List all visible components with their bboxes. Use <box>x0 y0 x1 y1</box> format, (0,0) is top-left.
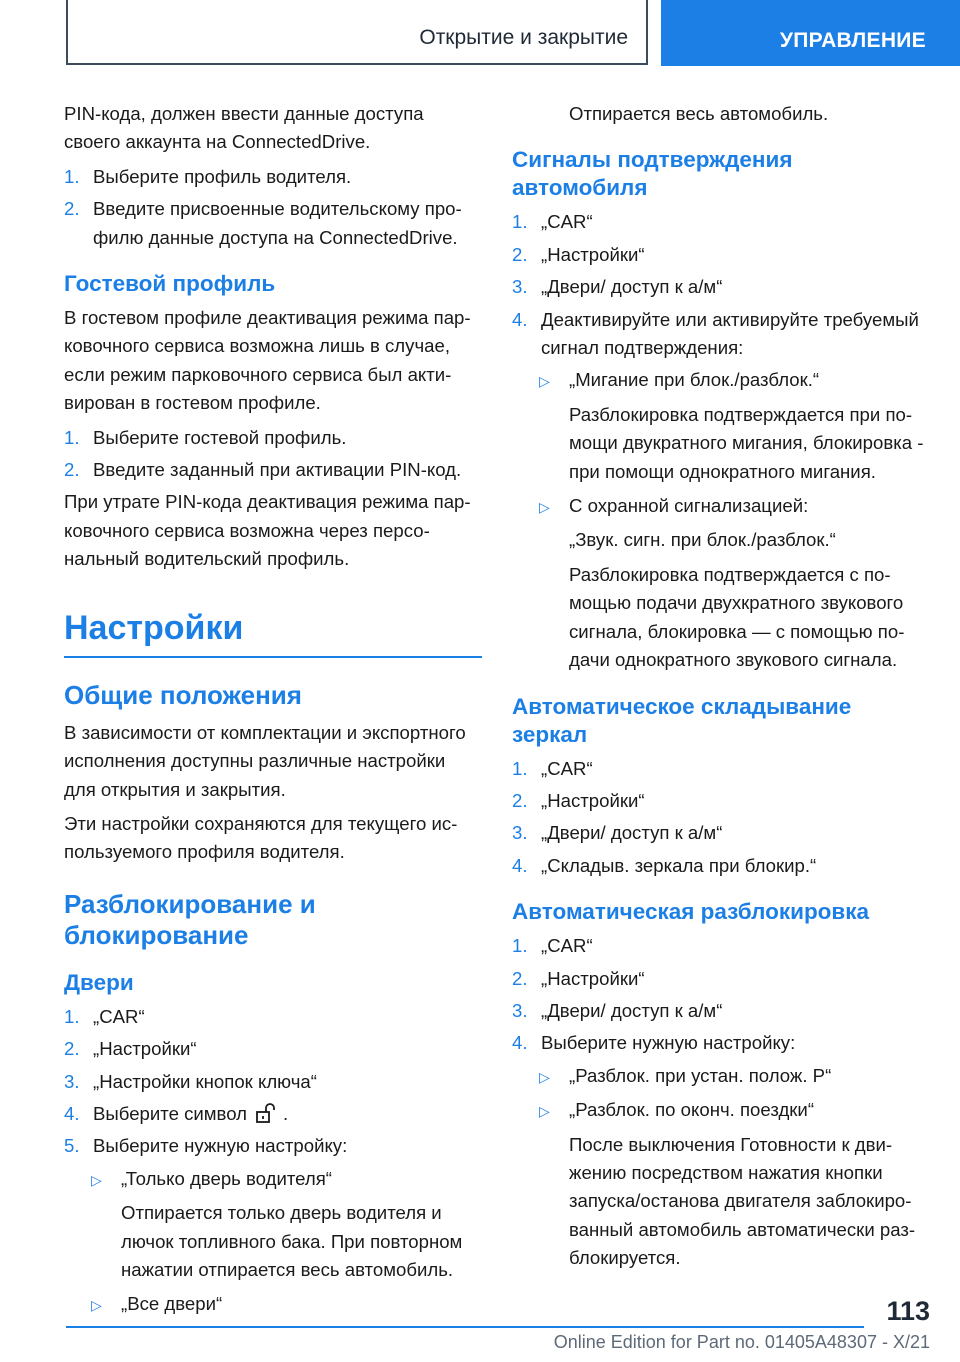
list-item: 3. „Двери/ доступ к а/м“ <box>512 999 723 1021</box>
guest-profile-text-2: При утрате PIN-кода деактивация режима парковочного сервиса возможна через персональный водительский профиль. <box>64 491 471 570</box>
list-item: 2. „Настройки“ <box>512 243 645 265</box>
confirm-options-list <box>512 366 930 674</box>
doors-steps-list <box>64 1003 482 1161</box>
list-item: 1. Выберите профиль водителя. <box>64 165 352 187</box>
option-item: ▷ „Только дверь водителя“ Отпирается только дверь водителя и лючок топливного бака. При повторном нажатии отпирается весь автомобиль. <box>91 1167 463 1280</box>
doors-heading: Двери <box>64 969 134 995</box>
triangle-right-icon: ▷ <box>539 1068 550 1085</box>
header-chapter-tab <box>661 0 960 66</box>
triangle-right-icon: ▷ <box>91 1171 102 1188</box>
list-item: 5. Выберите нужную настройку: <box>64 1135 348 1157</box>
triangle-right-icon: ▷ <box>539 1103 550 1120</box>
general-heading: Общие положения <box>64 679 302 710</box>
footer-divider <box>66 1326 864 1328</box>
continuation-text: Отпирается весь автомобиль. <box>569 103 829 124</box>
list-item: 3. „Двери/ доступ к а/м“ <box>512 276 723 298</box>
header-section-title: Открытие и закрытие <box>419 26 628 49</box>
list-item: 2. „Настройки“ <box>64 1038 197 1060</box>
list-item: 1. „CAR“ <box>512 211 593 233</box>
steps-list-b <box>64 424 482 485</box>
general-text-1: В зависимости от комплектации и экспортного исполнения доступны различные настройки для открытия и закрытия. <box>64 721 466 800</box>
list-item: 4. Выберите нужную настройку: <box>512 1032 796 1054</box>
mirror-folding-heading: Автоматическое складывание зеркал <box>512 693 852 747</box>
list-item: 3. „Двери/ доступ к а/м“ <box>512 822 723 844</box>
list-item: 2. „Настройки“ <box>512 967 645 989</box>
chapter-title: Настройки <box>64 608 482 658</box>
triangle-right-icon: ▷ <box>91 1297 102 1314</box>
general-text-2: Эти настройки сохраняются для текущего используемого профиля водителя. <box>64 812 458 863</box>
mirror-steps-list <box>512 755 930 881</box>
list-item: 2. Введите присвоенные водительскому профилю данные доступа на ConnectedDrive. <box>64 198 462 248</box>
guest-profile-heading: Гостевой профиль <box>64 271 276 297</box>
right-column <box>512 100 930 1279</box>
left-column <box>64 100 482 1325</box>
doors-options-list <box>64 1165 482 1319</box>
intro-paragraph: PIN-кода, должен ввести данные доступа своего аккаунта на ConnectedDrive. <box>64 103 424 153</box>
unlock-lock-heading: Разблокирование и блокирование <box>64 888 316 950</box>
confirm-signals-heading: Сигналы подтверждения автомобиля <box>512 147 793 201</box>
footer-edition: Online Edition for Part no. 01405A48307 - X/21 <box>553 1332 930 1352</box>
list-item: 2. Введите заданный при активации PIN-код. <box>64 459 462 481</box>
auto-unlock-heading: Автоматическая разблокировка <box>512 899 870 925</box>
list-item: 3. „Настройки кнопок ключа“ <box>64 1070 317 1092</box>
list-item: 1. „CAR“ <box>64 1005 145 1027</box>
steps-list-a <box>64 163 482 252</box>
list-item: 4. „Складыв. зеркала при блокир.“ <box>512 854 817 876</box>
triangle-right-icon: ▷ <box>539 373 550 390</box>
unlock-icon <box>255 1102 277 1124</box>
list-item: 1. „CAR“ <box>512 757 593 779</box>
list-item: 1. Выберите гостевой профиль. <box>64 426 347 448</box>
auto-unlock-options-list <box>512 1062 930 1273</box>
guest-profile-text: В гостевом профиле деактивация режима парковочного сервиса возможна лишь в случае, если режим парковочного сервиса был активирован в гостевом профиле. <box>64 307 471 414</box>
list-item: 4. Деактивируйте или активируйте требуемый сигнал подтверждения: <box>512 308 919 359</box>
confirm-steps-list <box>512 208 930 362</box>
option-item: ▷ „Все двери“ <box>64 1290 482 1318</box>
list-item: 4. Выберите символ . <box>64 1102 289 1124</box>
header-chapter-title: УПРАВЛЕНИЕ <box>779 29 926 52</box>
auto-unlock-steps-list <box>512 932 930 1058</box>
option-item: ▷ „Разблок. при устан. полож. P“ <box>512 1062 930 1090</box>
triangle-right-icon: ▷ <box>539 499 550 516</box>
page-number: 113 <box>886 1296 930 1326</box>
option-item: ▷ „Мигание при блок./разблок.“ Разблокировка подтверждается при помощи двукратного мигания, блокировка - при помощи однократного мигания. <box>539 369 924 482</box>
option-item: ▷ С охранной сигнализацией: „Звук. сигн. при блок./разблок.“ Разблокировка подтверждается с помощью подачи двухкратного звукового сигнала, блокировка — с помощью подачи однократного звукового сигнала. <box>539 495 905 671</box>
list-item: 1. „CAR“ <box>512 935 593 957</box>
list-item: 2. „Настройки“ <box>512 789 645 811</box>
option-item: ▷ „Разблок. по оконч. поездки“ После выключения Готовности к движению посредством нажатия кнопки запуска/останова двигателя заблокированный автомобиль автоматически разблокируется. <box>539 1099 916 1269</box>
header-section-tab <box>66 0 648 65</box>
